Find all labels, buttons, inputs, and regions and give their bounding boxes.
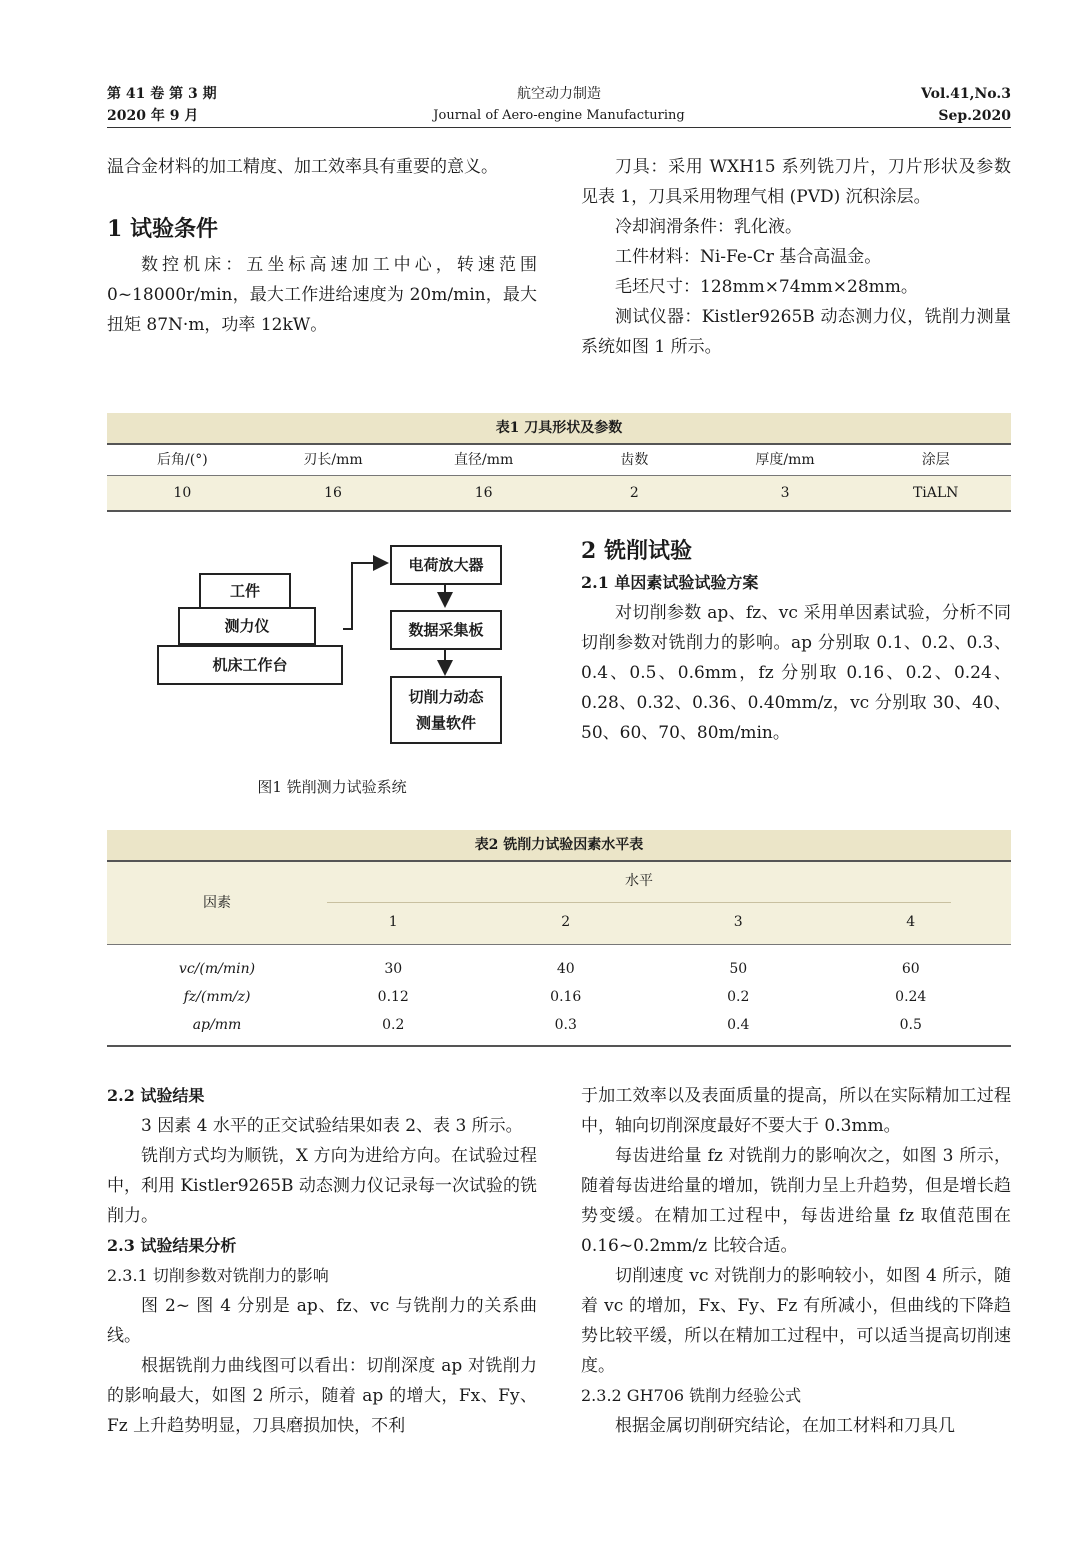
paragraph: 3 因素 4 水平的正交试验结果如表 2、表 3 所示。 xyxy=(141,1116,523,1136)
table-cell: 0.2 xyxy=(727,989,750,1005)
table-cell: 2 xyxy=(629,485,639,501)
table-cell: 30 xyxy=(384,961,403,977)
paragraph: 冷却润滑条件：乳化液。 xyxy=(615,217,802,237)
right-column-top xyxy=(581,152,1011,362)
table-row xyxy=(107,476,1011,510)
table-header-cell: 后角/(°) xyxy=(157,452,208,468)
date-cn: 2020 年 9 月 xyxy=(107,108,199,124)
table-cell: 16 xyxy=(324,485,342,501)
figure-caption: 图1 铣削测力试验系统 xyxy=(257,778,407,796)
paragraph: 温合金材料的加工精度、加工效率具有重要的意义。 xyxy=(107,157,498,177)
table-cell: TiALN xyxy=(912,485,959,501)
table-cell: 0.3 xyxy=(554,1017,577,1033)
paragraph: 根据金属切削研究结论，在加工材料和刀具几 xyxy=(615,1416,955,1436)
table-cell: 0.2 xyxy=(382,1017,405,1033)
table-cell: 40 xyxy=(556,961,575,977)
level-header: 水平 xyxy=(625,873,653,889)
factor-cell: fz/(mm/z) xyxy=(183,989,251,1005)
figure-1 xyxy=(107,530,557,810)
paragraph: 每齿进给量 fz 对铣削力的影响次之，如图 3 所示，随着每齿进给量的增加，铣削力呈上升趋势，但是增长趋势变缓。在精加工过程中，每齿进给量 fz 取值范围在 0.16~0.2mm/z 比较合适。 xyxy=(581,1146,1011,1256)
paragraph: 测试仪器：Kistler9265B 动态测力仪，铣削力测量系统如图 1 所示。 xyxy=(581,307,1011,357)
level-numbers xyxy=(307,914,997,930)
subsection-heading: 2.1 单因素试验试验方案 xyxy=(581,573,759,592)
table-caption: 表1 刀具形状及参数 xyxy=(107,413,1011,443)
left-column-bottom xyxy=(107,1081,537,1441)
factor-cell: vc/(m/min) xyxy=(178,961,256,977)
table-row xyxy=(107,983,1011,1011)
table-header-row xyxy=(107,445,1011,475)
table-cell: 16 xyxy=(474,485,493,501)
table-header-cell: 直径/mm xyxy=(454,452,514,468)
left-column-top xyxy=(107,152,537,340)
date-en: Sep.2020 xyxy=(938,108,1011,124)
paragraph: 毛坯尺寸：128mm×74mm×28mm。 xyxy=(615,277,918,297)
level-rule xyxy=(327,902,951,903)
subsubsection-heading: 2.3.1 切削参数对铣削力的影响 xyxy=(107,1266,329,1285)
paragraph: 切削速度 vc 对铣削力的影响较小，如图 4 所示，随着 vc 的增加，Fx、Fy、Fz 有所减小，但曲线的下降趋势比较平缓，所以在精加工过程中，可以适当提高切削速度。 xyxy=(581,1266,1011,1376)
section-heading: 2 铣削试验 xyxy=(581,538,692,564)
table-row xyxy=(107,1011,1011,1039)
level-cell: 4 xyxy=(906,914,916,930)
measurement-software-box xyxy=(390,676,502,744)
volume-cn: 第 41 卷 第 3 期 xyxy=(107,86,217,102)
paragraph: 刀具：采用 WXH15 系列铣刀片，刀片形状及参数见表 1，刀具采用物理气相 (PVD) 沉积涂层。 xyxy=(581,157,1011,207)
paragraph: 于加工效率以及表面质量的提高，所以在实际精加工过程中，轴向切削深度最好不要大于 0.3mm。 xyxy=(581,1086,1011,1136)
table-cell: 0.4 xyxy=(727,1017,750,1033)
table-cell: 0.5 xyxy=(899,1017,922,1033)
paragraph: 根据铣削力曲线图可以看出：切削深度 ap 对铣削力的影响最大，如图 2 所示，随着 ap 的增大，Fx、Fy、Fz 上升趋势明显，刀具磨损加快，不利 xyxy=(107,1356,537,1436)
table-cell: 0.24 xyxy=(895,989,927,1005)
section-heading: 1 试验条件 xyxy=(107,216,218,242)
subsection-heading: 2.3 试验结果分析 xyxy=(107,1236,237,1255)
table-1 xyxy=(107,413,1011,512)
signal-arrow xyxy=(343,563,385,629)
table-cell: 0.16 xyxy=(550,989,582,1005)
level-cell: 3 xyxy=(733,914,743,930)
table-row xyxy=(107,955,1011,983)
right-column-mid xyxy=(581,534,1011,748)
level-cell: 2 xyxy=(561,914,571,930)
table-2 xyxy=(107,830,1011,1047)
subsubsection-heading: 2.3.2 GH706 铣削力经验公式 xyxy=(581,1386,802,1405)
journal-title-cn: 航空动力制造 xyxy=(517,86,601,102)
table-cell: 10 xyxy=(173,485,192,501)
factor-cell: ap/mm xyxy=(192,1017,242,1033)
journal-title-en: Journal of Aero-engine Manufacturing xyxy=(433,108,685,123)
data-acquisition-box: 数据采集板 xyxy=(390,610,502,650)
level-cell: 1 xyxy=(388,914,398,930)
table-header-cell: 齿数 xyxy=(620,452,649,468)
software-label-line2: 测量软件 xyxy=(415,714,476,732)
table-cell: 0.12 xyxy=(377,989,409,1005)
paragraph: 工件材料：Ni-Fe-Cr 基合高温金。 xyxy=(615,247,882,267)
table-header-cell: 刃长/mm xyxy=(303,452,363,468)
subsection-heading: 2.2 试验结果 xyxy=(107,1086,205,1105)
paragraph: 对切削参数 ap、fz、vc 采用单因素试验，分析不同切削参数对铣削力的影响。ap 分别取 0.1、0.2、0.3、0.4、0.5、0.6mm，fz 分别取 0.16、0.2、0.24、0.28、0.32、0.36、0.40mm/z，vc 分别取 30、40、50、60、70、80m/min。 xyxy=(581,603,1011,743)
right-column-bottom xyxy=(581,1081,1011,1441)
volume-en: Vol.41,No.3 xyxy=(921,86,1011,102)
factor-header: 因素 xyxy=(203,895,231,911)
table-header-block xyxy=(107,862,1011,944)
table-cell: 60 xyxy=(901,961,920,977)
table-caption: 表2 铣削力试验因素水平表 xyxy=(107,830,1011,860)
paragraph: 图 2~ 图 4 分别是 ap、fz、vc 与铣削力的关系曲线。 xyxy=(107,1296,537,1346)
table-header-cell: 涂层 xyxy=(921,452,950,468)
table-body xyxy=(107,945,1011,1045)
charge-amplifier-box: 电荷放大器 xyxy=(390,545,502,585)
table-cell: 3 xyxy=(780,485,790,501)
dynamometer-box: 测力仪 xyxy=(178,607,316,645)
software-label-line1: 切削力动态 xyxy=(408,688,484,706)
table-cell: 50 xyxy=(729,961,748,977)
table-header-cell: 厚度/mm xyxy=(755,452,815,468)
workpiece-box: 工件 xyxy=(199,573,291,609)
header-rule xyxy=(107,127,1011,128)
machine-table-box: 机床工作台 xyxy=(157,645,343,685)
paragraph: 数控机床：五坐标高速加工中心，转速范围 0~18000r/min，最大工作进给速度为 20m/min，最大扭矩 87N·m，功率 12kW。 xyxy=(107,255,537,335)
paragraph: 铣削方式均为顺铣，X 方向为进给方向。在试验过程中，利用 Kistler9265B 动态测力仪记录每一次试验的铣削力。 xyxy=(107,1146,537,1226)
